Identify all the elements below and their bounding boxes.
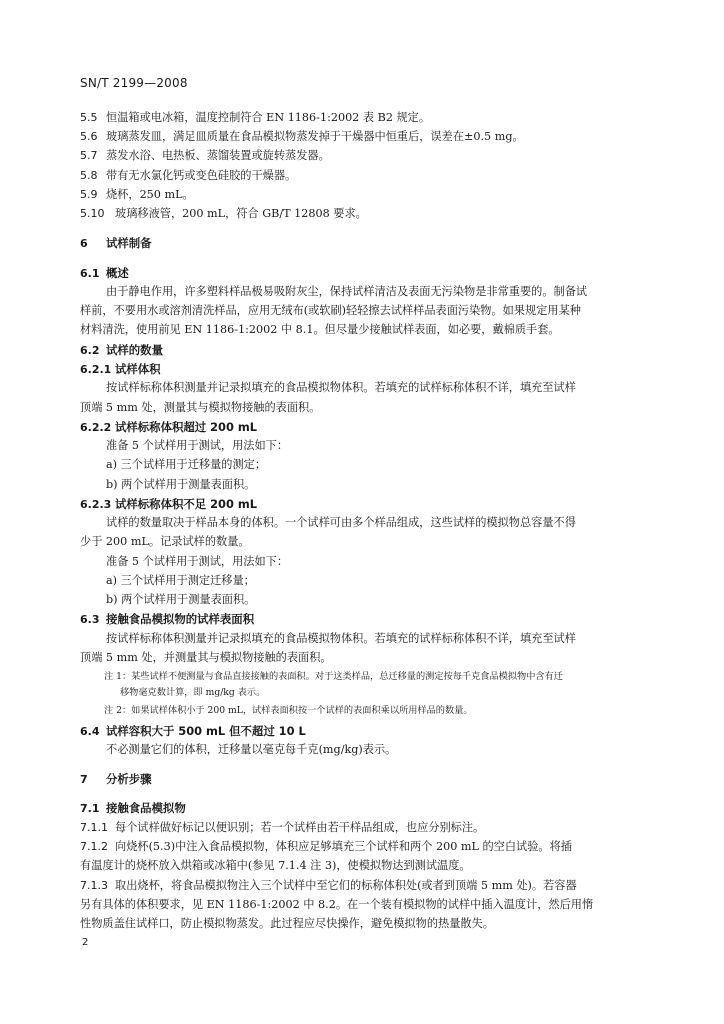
paragraph-line: 准备 5 个试样用于测试，用法如下： [106, 555, 289, 568]
note-1: 注 1：某些试样不便测量与食品直接接触的表面积。对于这类样品，总迁移量的测定按每千克食品模拟物中含有迁 [104, 671, 563, 682]
clause-6-2-1-heading: 6.2.1 试样体积 [80, 362, 161, 376]
section-7-heading: 7 分析步骤 [80, 772, 152, 786]
standard-code-header: SN/T 2199—2008 [80, 76, 188, 90]
list-item: b) 两个试样用于测量表面积。 [106, 478, 256, 491]
clause-6-3-heading: 6.3 接触食品模拟物的试样表面积 [80, 612, 255, 626]
list-item: b) 两个试样用于测量表面积。 [106, 593, 256, 606]
clause-6-2-2-heading: 6.2.2 试样标称体积超过 200 mL [80, 420, 257, 434]
clause-5-5: 5.5 恒温箱或电冰箱，温度控制符合 EN 1186-1:2002 表 B2 规定。 [80, 111, 431, 124]
clause-5-7: 5.7 蒸发水浴、电热板、蒸馏装置或旋转蒸发器。 [80, 149, 330, 162]
paragraph-line: 试样的数量取决于样品本身的体积。一个试样可由多个样品组成，这些试样的模拟物总容量不得 [106, 516, 576, 529]
paragraph-line: 材料清洗，使用前见 EN 1186-1:2002 中 8.1。但尽量少接触试样表面，如必要，戴棉质手套。 [80, 323, 560, 336]
clause-5-6: 5.6 玻璃蒸发皿，满足皿质量在食品模拟物蒸发掉于干燥器中恒重后，误差在±0.5 mg。 [80, 130, 524, 143]
paragraph-line: 另有具体的体积要求，见 EN 1186-1:2002 中 8.2。在一个装有模拟物的试样中插入温度计，然后用惰 [80, 898, 594, 911]
clause-5-9: 5.9 烧杯，250 mL。 [80, 188, 194, 201]
list-item: a) 三个试样用于测定迁移量； [106, 574, 255, 587]
clause-6-4-heading: 6.4 试样容积大于 500 mL 但不超过 10 L [80, 724, 306, 738]
clause-7-1-1: 7.1.1 每个试样做好标记以便识别；若一个试样由若干样品组成，也应分别标注。 [80, 821, 485, 834]
clause-5-10: 5.10 玻璃移液管，200 mL，符合 GB/T 12808 要求。 [80, 207, 367, 220]
clause-7-1-2: 7.1.2 向烧杯(5.3)中注入食品模拟物，体积应足够填充三个试样和两个 200 mL 的空白试验。将插 [80, 840, 572, 853]
paragraph-line: 少于 200 mL。记录试样的数量。 [80, 535, 250, 548]
section-6-heading: 6 试样制备 [80, 236, 152, 250]
clause-7-1-heading: 7.1 接触食品模拟物 [80, 801, 186, 815]
note-1-continuation: 移物毫克数计算，即 mg/kg 表示。 [120, 687, 266, 698]
clause-6-1-heading: 6.1 概述 [80, 266, 129, 280]
clause-6-2-3-heading: 6.2.3 试样标称体积不足 200 mL [80, 497, 257, 511]
paragraph-line: 顶端 5 mm 处，测量其与模拟物接触的表面积。 [80, 401, 321, 414]
page-number: 2 [82, 937, 89, 948]
clause-7-1-3: 7.1.3 取出烧杯，将食品模拟物注入三个试样中至它们的标称体积处(或者到顶端 5 mm 处)。若容器 [80, 879, 577, 892]
list-item: a) 三个试样用于迁移量的测定； [106, 458, 267, 471]
paragraph-line: 性物质盖住试样口，防止模拟物蒸发。此过程应尽快操作，避免模拟物的热量散失。 [80, 917, 494, 930]
paragraph-line: 准备 5 个试样用于测试，用法如下： [106, 439, 289, 452]
paragraph-line: 有温度计的烧杯放入烘箱或冰箱中(参见 7.1.4 注 3)，使模拟物达到测试温度。 [80, 859, 471, 872]
note-2: 注 2：如果试样体积小于 200 mL，试样表面积按一个试样的表面积乘以所用样品的数量。 [104, 705, 473, 716]
paragraph-line: 由于静电作用，许多塑料样品极易吸附灰尘，保持试样清洁及表面无污染物是非常重要的。制备试 [106, 285, 588, 298]
paragraph-line: 样前，不要用水或溶剂清洗样品，应用无绒布(或软刷)轻轻擦去试样样品表面污染物。如果规定用某种 [80, 304, 581, 317]
paragraph-line: 按试样标称体积测量并记录拟填充的食品模拟物体积。若填充的试样标称体积不详，填充至试样 [106, 381, 576, 394]
clause-5-8: 5.8 带有无水氯化钙或变色硅胶的干燥器。 [80, 169, 297, 182]
paragraph-line: 顶端 5 mm 处，并测量其与模拟物接触的表面积。 [80, 651, 332, 664]
paragraph-line: 按试样标称体积测量并记录拟填充的食品模拟物体积。若填充的试样标称体积不详，填充至试样 [106, 632, 576, 645]
paragraph-line: 不必测量它们的体积，迁移量以毫克每千克(mg/kg)表示。 [106, 743, 397, 756]
clause-6-2-heading: 6.2 试样的数量 [80, 343, 163, 357]
